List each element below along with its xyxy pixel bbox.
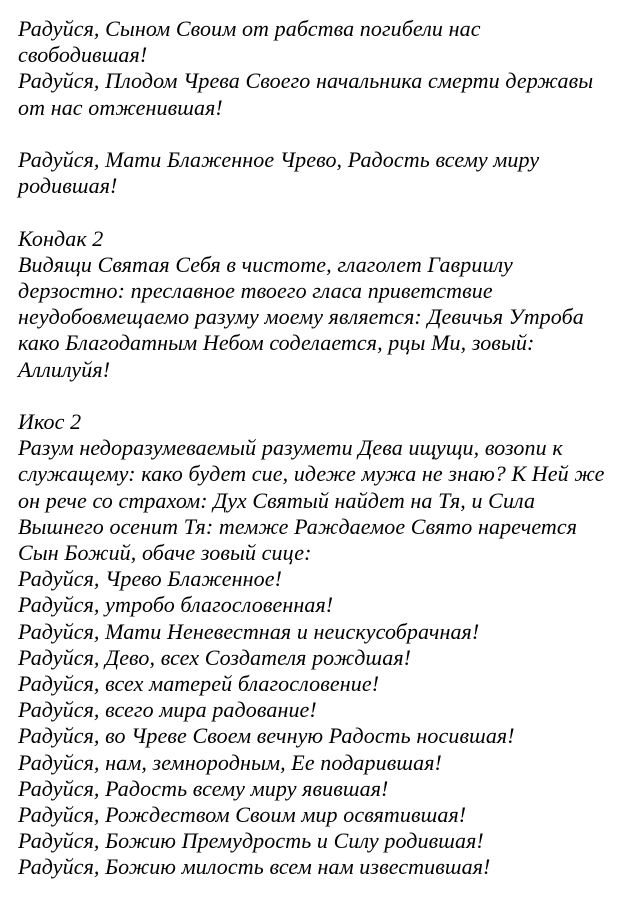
text-line: Радуйся, утробо благословенная! bbox=[18, 592, 334, 618]
text-line: Вышнего осенит Тя: темже Раждаемое Свято наречется bbox=[18, 513, 578, 539]
kondak-heading: Кондак 2 bbox=[18, 225, 104, 251]
text-line: Радуйся, Чрево Блаженное! bbox=[18, 566, 283, 592]
text-line: дерзостно: преславное твоего гласа приветствие bbox=[18, 278, 493, 303]
text-line: Аллилуйя! bbox=[18, 356, 111, 382]
ikos-heading: Икос 2 bbox=[18, 409, 82, 434]
text-line: Радуйся, всего мира радование! bbox=[18, 697, 317, 723]
text-line: неудобовмещаемо разуму моему является: Девичья Утроба bbox=[18, 304, 584, 330]
text-line: Видящи Святая Себя в чистоте, глаголет Гавриилу bbox=[18, 251, 513, 277]
text-line: Радуйся, Радость всему миру явившая! bbox=[18, 775, 389, 801]
text-line: Радуйся, Сыном Своим от рабства погибели нас bbox=[18, 16, 481, 41]
text-line: Радуйся, Плодом Чрева Своего начальника смерти державы bbox=[18, 68, 594, 94]
text-line: свободившая! bbox=[18, 42, 148, 68]
text-line: Радуйся, во Чреве Своем вечную Радость носившая! bbox=[18, 723, 515, 749]
paragraph-gap bbox=[18, 199, 630, 225]
kondak-section bbox=[18, 226, 630, 383]
verse-block-1 bbox=[18, 16, 630, 121]
text-line: Радуйся, Божию Премудрость и Силу родившая! bbox=[18, 828, 484, 854]
text-line: Радуйся, нам, земнородным, Ее подарившая! bbox=[18, 749, 442, 775]
text-line: он рече со страхом: Дух Святый найдет на Тя, и Сила bbox=[18, 487, 536, 513]
text-line: Радуйся, Мати Блаженное Чрево, Радость всему миру bbox=[18, 147, 540, 172]
text-line: от нас отженившая! bbox=[18, 94, 223, 120]
text-line: Радуйся, всех матерей благословение! bbox=[18, 671, 380, 697]
text-line: Радуйся, Дево, всех Создателя рождшая! bbox=[18, 644, 412, 670]
text-line: Радуйся, Мати Неневестная и неискусобрачная! bbox=[18, 618, 480, 644]
text-line: Сын Божий, обаче зовый сице: bbox=[18, 540, 312, 566]
text-line: како Благодатным Небом соделается, рцы Ми, зовый: bbox=[18, 330, 535, 356]
verse-block-2 bbox=[18, 147, 630, 199]
text-line: служащему: како будет сие, идеже мужа не знаю? К Ней же bbox=[18, 461, 605, 487]
text-line: Разум недоразумеваемый разумети Дева ищущи, возопи к bbox=[18, 435, 563, 461]
paragraph-gap bbox=[18, 121, 630, 147]
paragraph-gap bbox=[18, 383, 630, 409]
text-line: Радуйся, Божию милость всем нам известившая! bbox=[18, 854, 491, 880]
ikos-section bbox=[18, 409, 630, 881]
text-line: родившая! bbox=[18, 173, 118, 199]
document-page bbox=[18, 16, 630, 881]
text-line: Радуйся, Рождеством Своим мир освятившая! bbox=[18, 802, 467, 828]
